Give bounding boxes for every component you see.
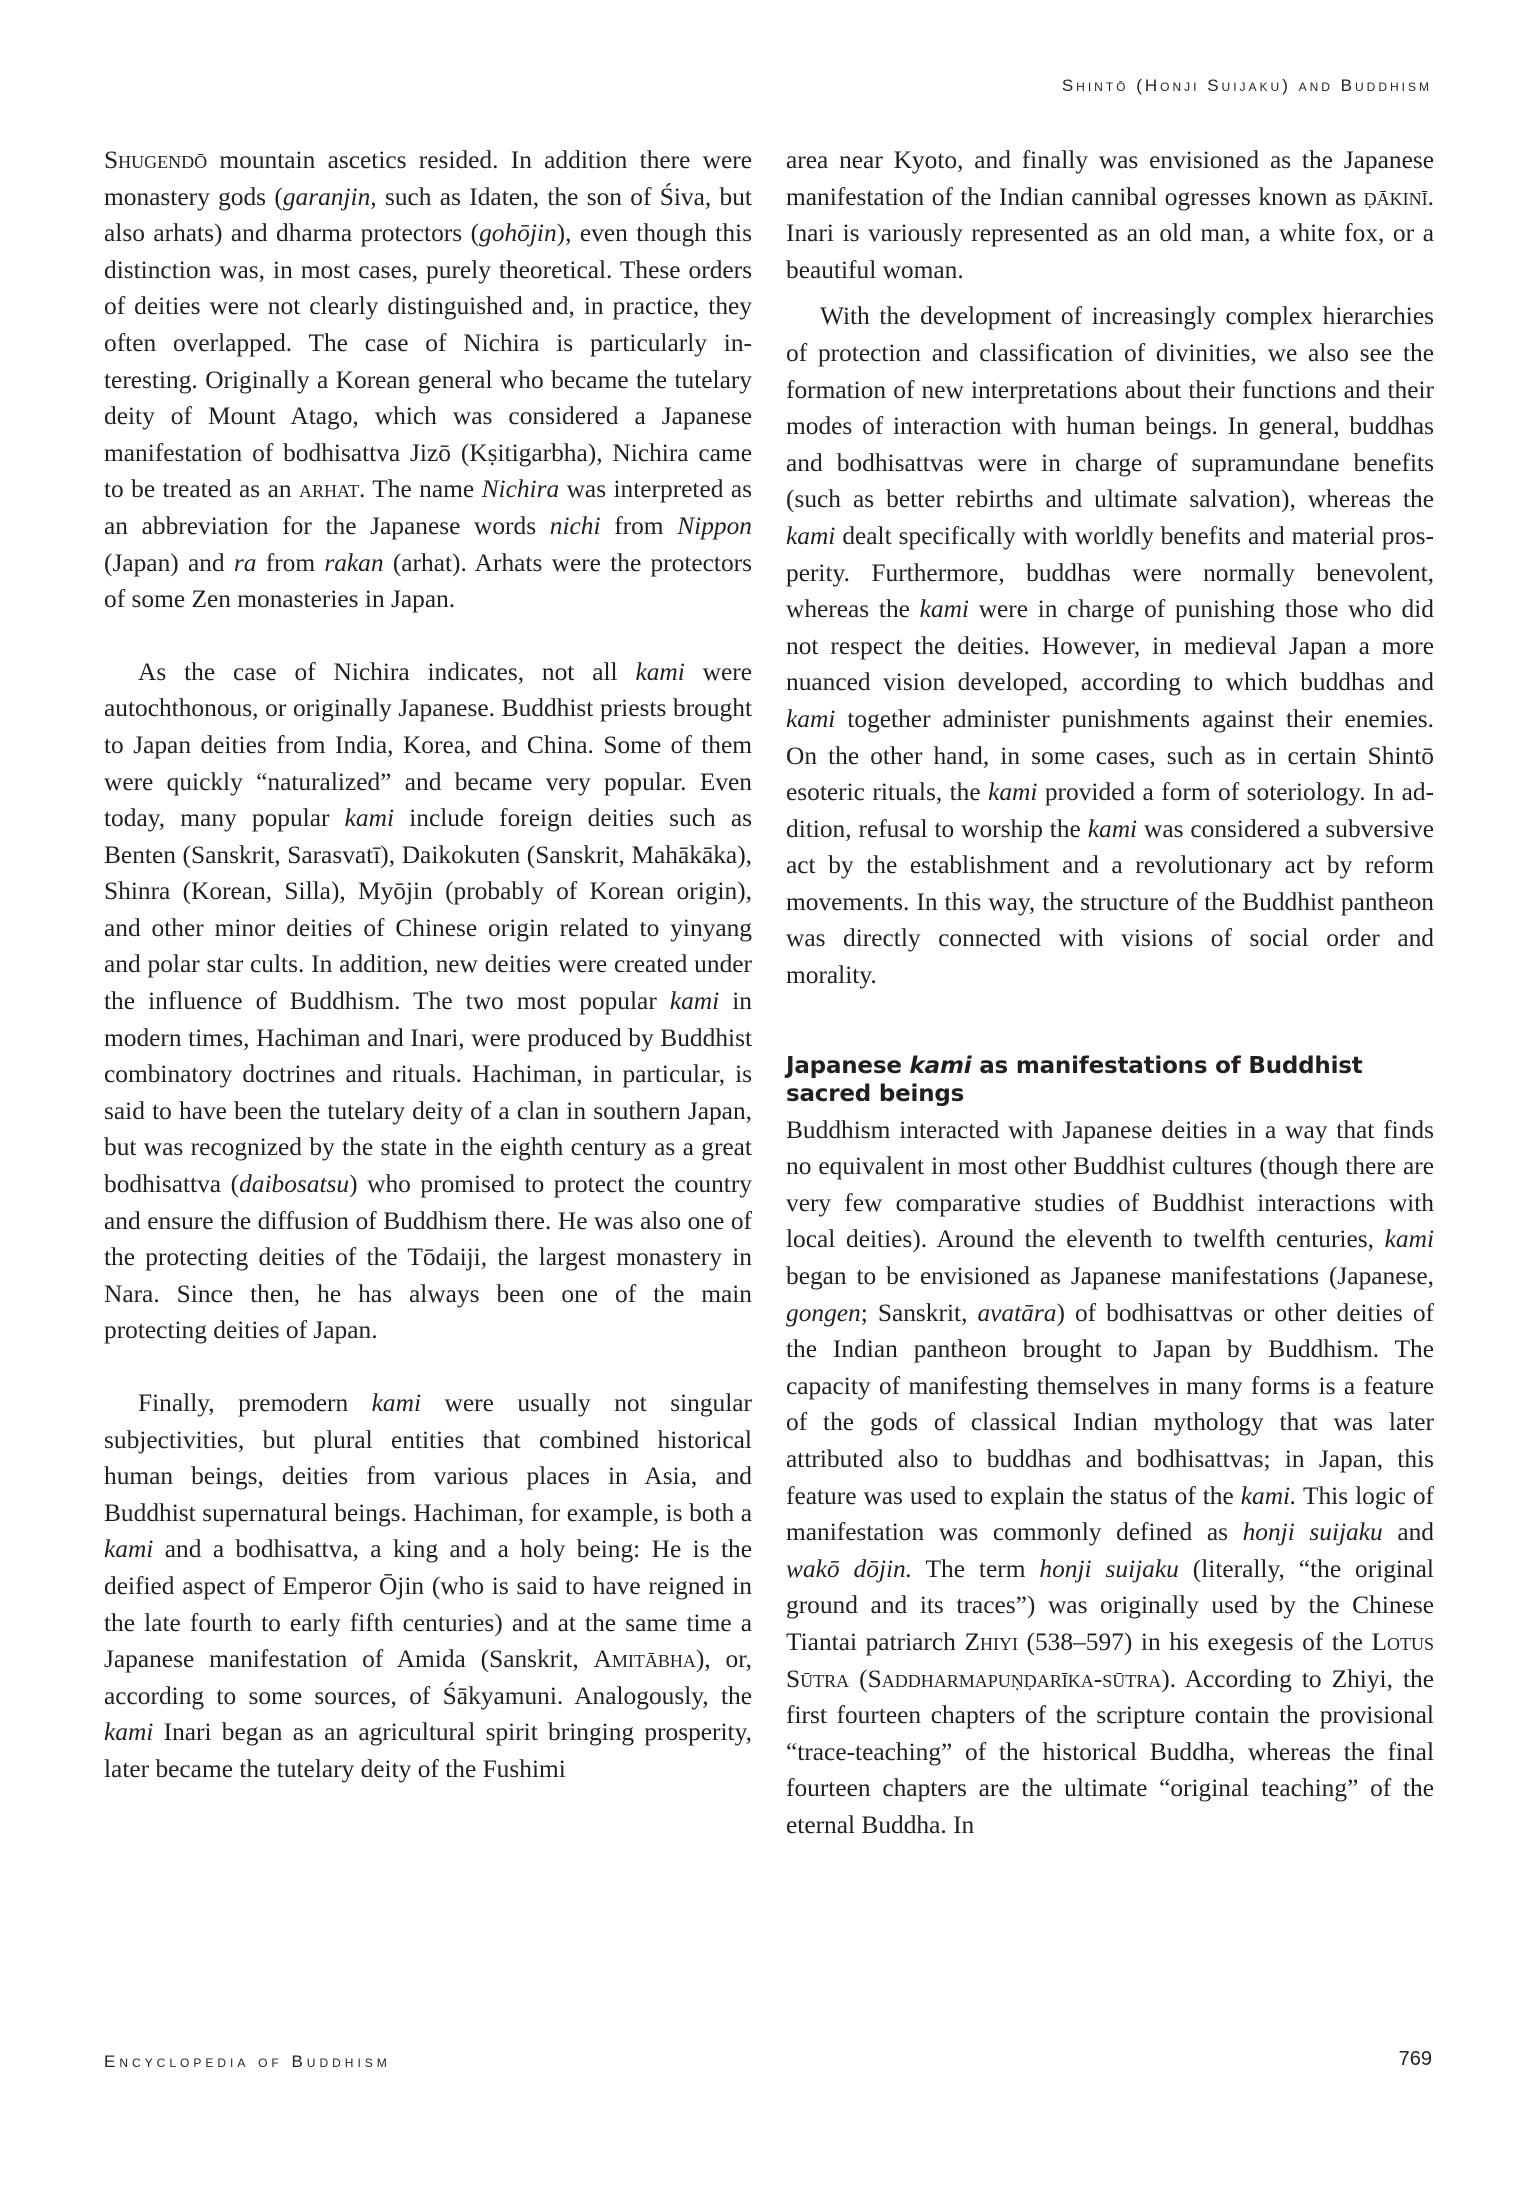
cross-reference: arhat	[298, 475, 359, 504]
text-run: . Inari is variously represented as an old man, a white fox, or a beautiful woman.	[786, 182, 1434, 284]
text-run: in modern times, Hachiman and Inari, were produced by Buddhist combinatory doctrines and rituals. Hachiman, in particular, is said to have been the tutelary deity of a clan in southern Japan, but was recognized by the state in the eighth century as a great bodhisattva (	[104, 987, 752, 1199]
italic-term: honji suijaku	[1242, 1518, 1383, 1547]
italic-term: Nichira	[481, 475, 560, 504]
cross-reference: Shugendō	[104, 146, 208, 174]
text-run: provided a form of soteriology. In addition, refusal to worship the	[786, 778, 1434, 843]
paragraph	[786, 142, 1434, 288]
text-run: such as Idaten, the son of Śiva, but also arhats) and dharma protectors (	[104, 182, 752, 248]
italic-term: kami	[1087, 814, 1138, 843]
italic-term: gongen	[786, 1298, 861, 1327]
italic-term: kami	[104, 1718, 154, 1747]
text-run: This logic of manifestation was commonly defined as	[786, 1481, 1434, 1547]
italic-term: kami	[635, 657, 685, 686]
cross-reference: Saddharmapuṇḍarīka-sūtra	[867, 1664, 1162, 1693]
text-run: were autochthonous, or originally Japanese. Buddhist priests brought to Japan deities from India, Korea, and China. Some of them were quickly “naturalized” and became very popular. Even today, many popular	[104, 657, 752, 833]
text-run: ). According to Zhiyi, the first fourteen chapters of the scripture contain the provisional “trace-teaching” of the historical Buddha, whereas the final fourteen chapters are the ultimate “original teaching” of the eternal Buddha. In	[786, 1664, 1434, 1839]
italic-term: nichi	[549, 511, 601, 540]
text-run: together administer punishments against their enemies. On the other hand, in some cases, such as in certain Shintō esoteric rituals, the	[786, 704, 1434, 807]
cross-reference: ḍākinī	[1363, 182, 1428, 211]
italic-term: kami	[669, 987, 720, 1016]
italic-term: kami	[344, 804, 395, 833]
cross-reference: Lotus Sūtra	[786, 1627, 1434, 1693]
text-run: Finally, premodern	[138, 1389, 372, 1417]
text-run: The term	[912, 1554, 1040, 1583]
italic-term: garanjin,	[282, 182, 377, 211]
paragraph	[104, 142, 752, 618]
footer-publication-title: Encyclopedia of Buddhism	[104, 2052, 391, 2071]
text-run: and	[1382, 1518, 1434, 1547]
italic-term: honji suijaku	[1039, 1554, 1179, 1583]
text-run: (arhat). Arhats were the protectors of some Zen monasteries in Japan.	[104, 548, 752, 614]
text-run: was interpreted as an abbreviation for the Japanese words	[104, 475, 753, 540]
text-run: area near Kyoto, and finally was envisioned as the Japanese manifestation of the Indian cannibal ogresses known as	[786, 146, 1434, 211]
text-run: Inari began as an agricultural spirit bringing prosperity, later became the tutelary deity of the Fushimi	[104, 1718, 752, 1783]
text-run: mountain ascetics resided. In addition there were monastery gods (	[104, 146, 752, 211]
italic-term: wakō dōjin.	[786, 1554, 913, 1583]
text-run: were in charge of punishing those who did not respect the deities. However, in medieval Japan a more nuanced vision developed, according to which buddhas and	[786, 595, 1434, 697]
text-run: ; Sanskrit,	[860, 1298, 978, 1327]
text-run: (538–597) in his exegesis of the	[1017, 1627, 1372, 1656]
italic-term: kami	[786, 704, 836, 733]
text-run: ), even though this distinction was, in most cases, purely theoretical. These orders of deities were not clearly distinguished and, in practice, they often overlapped. The case of Nichira is particularly interesting. Originally a Korean general who became the tutelary deity of Mount Atago, which was considered a Japanese manifestation of bodhisattva Jizō (Kṣitigarbha), Nichira came to be treated as an	[104, 219, 752, 504]
italic-term: daibosatsu	[239, 1170, 350, 1199]
italic-term: kami	[786, 521, 836, 550]
text-run: Buddhism interacted with Japanese deities in a way that finds no equivalent in most other Buddhist cultures (though there are very few comparative studies of Buddhist interactions with local deities). Around the eleventh to twelfth centuries,	[786, 1115, 1434, 1254]
text-run: As the case of Nichira indicates, not all	[138, 657, 636, 686]
text-run: and a bodhisattva, a king and a holy being: He is the deified aspect of Emperor Ōjin (who is said to have reigned in the late fourth to early fifth centuries) and at the same time a Japanese manifestation of Amida (Sanskrit,	[104, 1535, 752, 1674]
page-number: 769	[1398, 2048, 1432, 2070]
paragraph	[786, 1112, 1434, 1844]
paragraph	[104, 1385, 752, 1788]
italic-term: gohōjin	[479, 219, 557, 248]
italic-term: kami	[104, 1535, 154, 1564]
italic-term: kami	[371, 1389, 422, 1417]
italic-term: kami	[988, 778, 1038, 807]
text-run: began to be envisioned as Japanese manifestations (Japanese,	[786, 1262, 1434, 1291]
italic-term: avatāra	[977, 1298, 1057, 1327]
italic-term: ra	[233, 548, 257, 577]
running-head: Shintō (Honji Suijaku) and Buddhism	[1061, 76, 1432, 95]
text-run: ), or, according to some sources, of Śākyamuni. Analogously, the	[104, 1645, 752, 1710]
italic-term: Nippon	[677, 511, 752, 540]
text-run: was considered a subversive act by the establishment and a revolutionary act by reform movements. In this way, the structure of the Buddhist pantheon was directly connected with visions of social order and morality.	[786, 814, 1434, 990]
section-heading	[786, 1052, 1434, 1108]
text-run: include foreign deities such as Benten (Sanskrit, Sarasvatī), Daikokuten (Sanskrit, Mahākāka), Shinra (Korean, Silla), Myōjin (probably of Korean origin), and other minor deities of Chinese origin related to yinyang and polar star cults. In addition, new deities were created under the influence of Buddhism. The two most popular	[104, 804, 752, 1016]
paragraph	[104, 654, 752, 1349]
text-run: . The name	[358, 475, 482, 504]
text-run: (literally, “the original ground and its traces”) was originally used by the Chinese Tiantai patriarch	[786, 1554, 1434, 1656]
right-column	[786, 142, 1434, 1844]
italic-term: kami	[919, 595, 969, 624]
text-run: from	[256, 548, 325, 577]
paragraph	[786, 298, 1434, 993]
text-run: Japanese	[786, 1052, 910, 1079]
text-run: from	[600, 511, 678, 540]
text-run: ) of bodhisattvas or other deities of the Indian pantheon brought to Japan by Buddhism. The capacity of manifesting themselves in many forms is a feature of the gods of classical Indian mythology that was later attributed also to buddhas and bodhisattvas; in Japan, this feature was used to explain the status of the	[786, 1298, 1434, 1510]
cross-reference: Amitābha	[593, 1645, 696, 1674]
text-run: (	[849, 1664, 868, 1693]
cross-reference: Zhiyi	[964, 1627, 1018, 1656]
italic-term: rakan	[324, 548, 384, 577]
left-column	[104, 142, 752, 1788]
text-run: With the development of increasingly complex hierarchies of protection and classification of divinities, we also see the formation of new interpretations about their functions and their modes of interaction with human beings. In general, buddhas and bodhisattvas were in charge of supramundane benefits (such as better rebirths and ultimate salvation), whereas the	[786, 302, 1434, 514]
text-run: (Japan) and	[104, 548, 234, 577]
italic-term: kami.	[1240, 1481, 1297, 1510]
text-run: dealt specifically with worldly benefits and material prosperity. Furthermore, buddhas were normally benevolent, whereas the	[786, 521, 1434, 624]
text-run: as manifestations of Buddhist sacred beings	[786, 1052, 1363, 1107]
text-run: ) who promised to protect the country and ensure the diffusion of Buddhism there. He was also one of the protecting deities of the Tōdaiji, the largest monastery in Nara. Since then, he has always been one of the main protecting deities of Japan.	[104, 1170, 752, 1345]
italic-term: kami	[909, 1052, 972, 1079]
text-run: were usually not singular subjectivities, but plural entities that combined historical human beings, deities from various places in Asia, and Buddhist supernatural beings. Hachiman, for example, is both a	[104, 1389, 752, 1527]
italic-term: kami	[1384, 1225, 1434, 1254]
